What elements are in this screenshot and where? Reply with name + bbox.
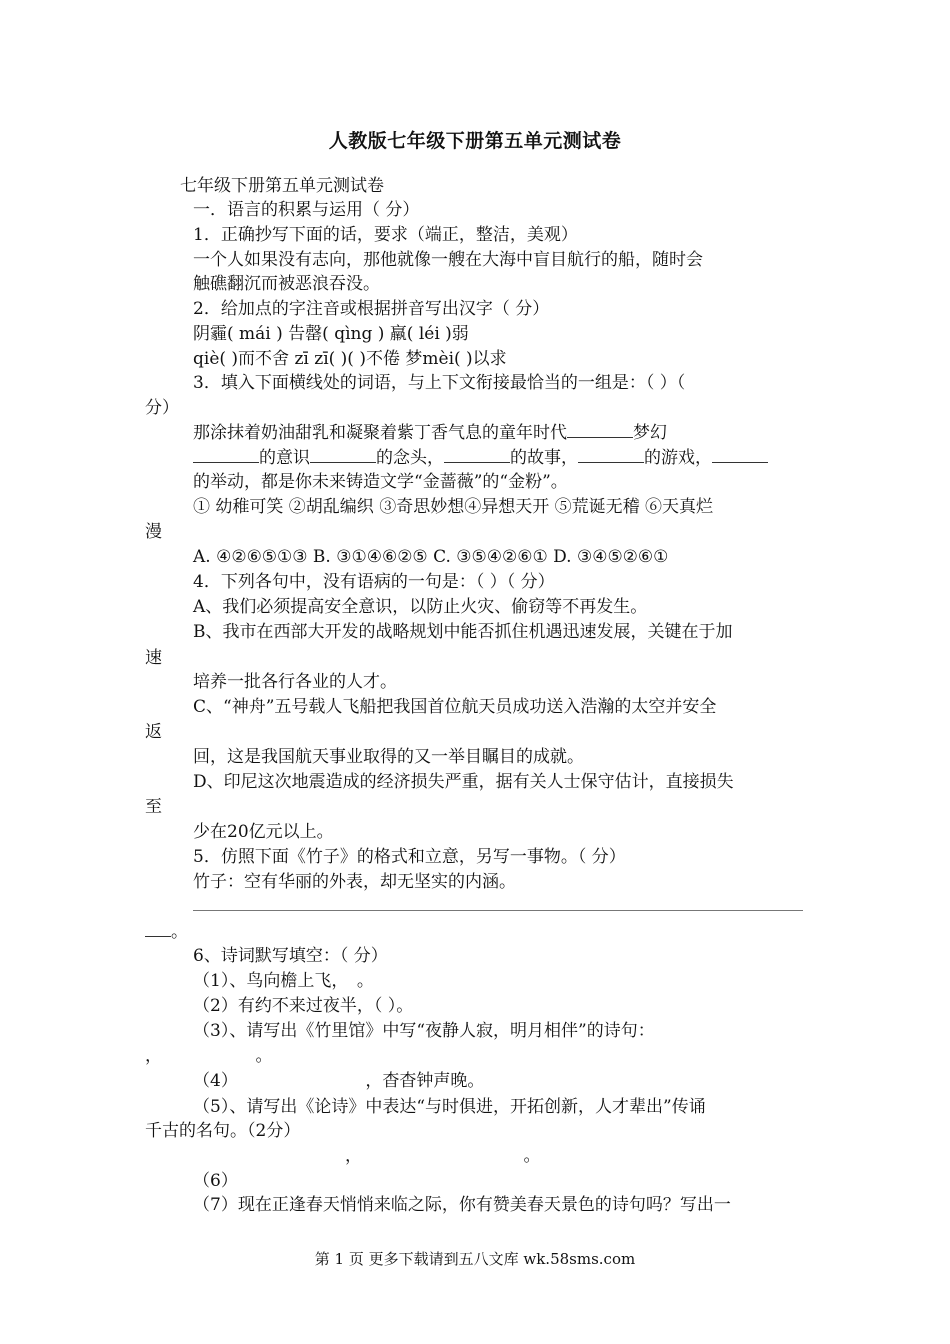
- question-6-item: （7）现在正逢春天悄悄来临之际，你有赞美春天景色的诗句吗？写出一: [193, 1195, 731, 1215]
- question-3: 3．填入下面横线处的词语，与上下文衔接最恰当的一组是：（ ）（: [193, 373, 686, 393]
- passage-text: 的故事，: [510, 448, 578, 468]
- question-4-option-b-cont: 培养一批各行各业的人才。: [193, 672, 397, 692]
- fill-blank[interactable]: [567, 423, 633, 438]
- fill-blank[interactable]: [145, 922, 171, 937]
- question-3-cont: 分）: [145, 398, 179, 418]
- question-3-passage: [193, 423, 667, 443]
- passage-text: 的意识: [259, 448, 310, 468]
- question-6-answer: ， 。: [145, 1046, 273, 1066]
- section-heading: 一．语言的积累与运用（ 分）: [193, 200, 420, 220]
- fill-blank[interactable]: [578, 448, 644, 463]
- question-2-item: 阴霾( mái ) 告罄( qìng ) 羸( léi )弱: [193, 324, 469, 344]
- question-1-text: 触礁翻沉而被恶浪吞没。: [193, 274, 380, 294]
- question-4: 4．下列各句中，没有语病的一句是：（ ）（ 分）: [193, 572, 555, 592]
- question-6-item: （1）、鸟向檐上飞， 。: [193, 971, 374, 991]
- page-footer: 第 1 页 更多下载请到五八文库 wk.58sms.com: [314, 1250, 636, 1268]
- question-3-answers: A. ④②⑥⑤①③ B. ③①④⑥②⑤ C. ③⑤④②⑥① D. ③④⑤②⑥①: [193, 547, 669, 567]
- question-4-option-c: C、“神舟”五号载人飞船把我国首位航天员成功送入浩瀚的太空并安全: [193, 697, 717, 717]
- question-1: 1．正确抄写下面的话，要求（端正，整洁，美观）: [193, 225, 578, 245]
- question-2: 2．给加点的字注音或根据拼音写出汉字（ 分）: [193, 299, 550, 319]
- passage-text: 的念头，: [376, 448, 444, 468]
- question-3-passage: 的举动，都是你未来铸造文学“金蔷薇”的“金粉”。: [193, 472, 568, 492]
- fill-blank[interactable]: [193, 448, 259, 463]
- page-title: 人教版七年级下册第五单元测试卷: [328, 130, 622, 152]
- question-5: 5．仿照下面《竹子》的格式和立意，另写一事物。（ 分）: [193, 847, 626, 867]
- question-6-item: （3）、请写出《竹里馆》中写“夜静人寂，明月相伴”的诗句：: [193, 1021, 655, 1041]
- fill-blank[interactable]: [310, 448, 376, 463]
- question-6-item: （2）有约不来过夜半，（ ）。: [193, 996, 414, 1016]
- question-6-item: （6）: [193, 1171, 238, 1191]
- question-3-options: ① 幼稚可笑 ②胡乱编织 ③奇思妙想④异想天开 ⑤荒诞无稽 ⑥天真烂: [193, 497, 714, 517]
- fill-blank[interactable]: [712, 448, 768, 463]
- question-6-item-cont: 千古的名句。（2分）: [145, 1121, 301, 1141]
- question-4-option-d-cont: 少在20亿元以上。: [193, 822, 334, 842]
- answer-line-end: [145, 922, 188, 942]
- question-4-option-d: D、印尼这次地震造成的经济损失严重，据有关人士保守估计，直接损失: [193, 772, 734, 792]
- question-6-item: （4） ，杳杳钟声晚。: [193, 1071, 485, 1091]
- question-1-text: 一个人如果没有志向，那他就像一艘在大海中盲目航行的船，随时会: [193, 250, 703, 270]
- period: 。: [171, 922, 188, 942]
- question-4-option-c-cont: 回，这是我国航天事业取得的又一举目瞩目的成就。: [193, 747, 584, 767]
- answer-line[interactable]: [193, 910, 803, 911]
- question-3-passage: [193, 448, 768, 468]
- passage-text: 那涂抹着奶油甜乳和凝聚着紫丁香气息的童年时代: [193, 423, 567, 443]
- question-6-answer: ， 。: [345, 1146, 541, 1166]
- question-4-option-a: A、我们必须提高安全意识，以防止火灾、偷窃等不再发生。: [193, 597, 648, 617]
- question-5-example: 竹子：空有华丽的外表，却无坚实的内涵。: [193, 872, 516, 892]
- question-4-option-d-cont: 至: [145, 797, 162, 817]
- question-4-option-b-cont: 速: [145, 648, 162, 668]
- fill-blank[interactable]: [444, 448, 510, 463]
- question-6-item: （5）、请写出《论诗》中表达“与时俱进，开拓创新，人才辈出”传诵: [193, 1097, 706, 1117]
- passage-text: 的游戏，: [644, 448, 712, 468]
- question-4-option-c-cont: 返: [145, 722, 162, 742]
- passage-text: 梦幻: [633, 423, 667, 443]
- question-3-options-cont: 漫: [145, 522, 162, 542]
- question-6: 6、诗词默写填空：（ 分）: [193, 946, 388, 966]
- question-2-item: qiè( )而不舍 zī zī( )( )不倦 梦mèi( )以求: [193, 349, 507, 369]
- subtitle: 七年级下册第五单元测试卷: [180, 176, 384, 196]
- question-4-option-b: B、我市在西部大开发的战略规划中能否抓住机遇迅速发展，关键在于加: [193, 622, 733, 642]
